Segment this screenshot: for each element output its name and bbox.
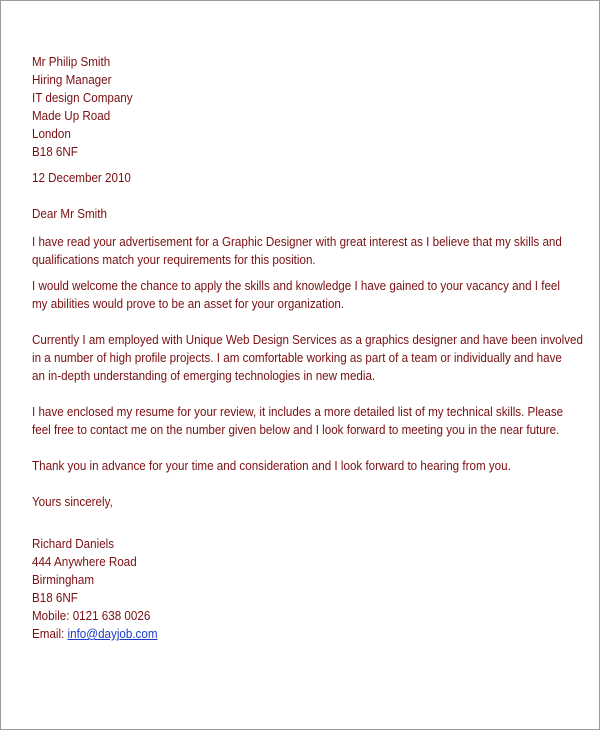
paragraph-line: an in-depth understanding of emerging technologies in new media. bbox=[32, 369, 376, 383]
salutation: Dear Mr Smith bbox=[32, 207, 107, 221]
paragraph-line: in a number of high profile projects. I am comfortable working as part of a team or individually and have bbox=[32, 351, 562, 365]
paragraph-5 bbox=[32, 457, 577, 475]
closing: Yours sincerely, bbox=[32, 495, 113, 509]
paragraph-3 bbox=[32, 331, 583, 385]
recipient-postcode: B18 6NF bbox=[32, 145, 78, 159]
paragraph-1 bbox=[32, 233, 577, 269]
sender-email-link[interactable]: info@dayjob.com bbox=[67, 627, 158, 641]
paragraph-4 bbox=[32, 403, 577, 439]
sender-street: 444 Anywhere Road bbox=[32, 555, 137, 569]
letter-content bbox=[32, 53, 583, 643]
sender-mobile: Mobile: 0121 638 0026 bbox=[32, 609, 151, 623]
sender-signature-block bbox=[32, 535, 577, 643]
recipient-name: Mr Philip Smith bbox=[32, 55, 111, 69]
sender-city: Birmingham bbox=[32, 573, 95, 587]
recipient-city: London bbox=[32, 127, 71, 141]
paragraph-line: I would welcome the chance to apply the skills and knowledge I have gained to your vacancy and I feel bbox=[32, 279, 560, 293]
paragraph-line: my abilities would prove to be an asset for your organization. bbox=[32, 297, 345, 311]
paragraph-line: Currently I am employed with Unique Web Design Services as a graphics designer and have been involved bbox=[32, 333, 583, 347]
recipient-company: IT design Company bbox=[32, 91, 133, 105]
sender-postcode: B18 6NF bbox=[32, 591, 78, 605]
paragraph-line: feel free to contact me on the number given below and I look forward to meeting you in the near future. bbox=[32, 423, 560, 437]
sender-email-row bbox=[32, 625, 577, 643]
paragraph-line: I have read your advertisement for a Graphic Designer with great interest as I believe that my skills and bbox=[32, 235, 562, 249]
recipient-address bbox=[32, 53, 577, 161]
paragraph-line: qualifications match your requirements for this position. bbox=[32, 253, 316, 267]
recipient-street: Made Up Road bbox=[32, 109, 111, 123]
recipient-title: Hiring Manager bbox=[32, 73, 112, 87]
paragraph-line: I have enclosed my resume for your review, it includes a more detailed list of my technical skills. Please bbox=[32, 405, 564, 419]
paragraph-line: Thank you in advance for your time and consideration and I look forward to hearing from you. bbox=[32, 459, 511, 473]
letter-date: 12 December 2010 bbox=[32, 171, 131, 185]
sender-email-label: Email: bbox=[32, 627, 68, 641]
sender-name: Richard Daniels bbox=[32, 537, 115, 551]
paragraph-2 bbox=[32, 277, 577, 313]
